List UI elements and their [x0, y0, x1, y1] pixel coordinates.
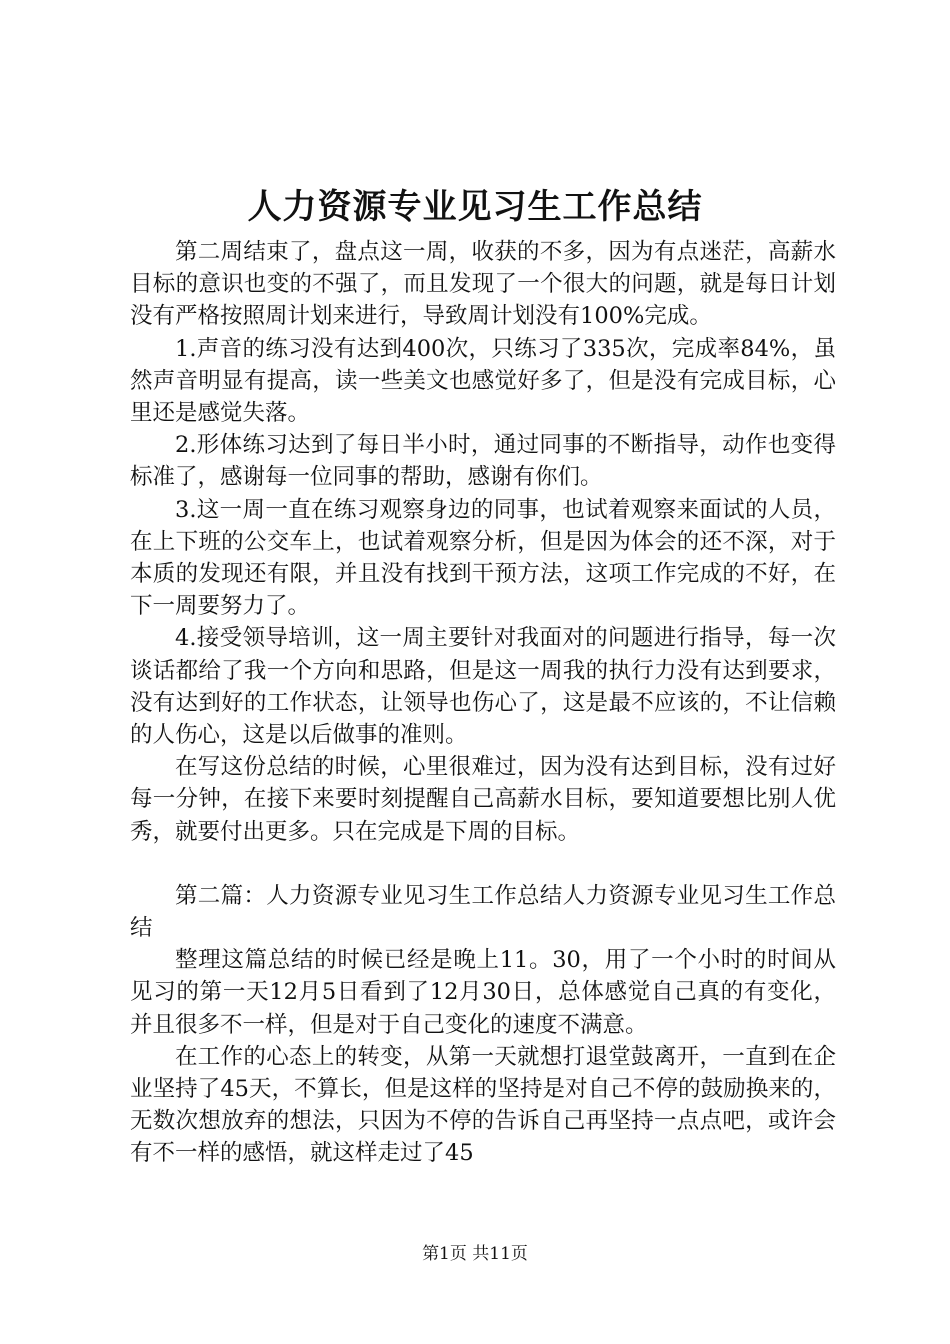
page-indicator: 第1页 共11页 [422, 1244, 528, 1264]
section-heading: 第二篇：人力资源专业见习生工作总结人力资源专业见习生工作总结 [130, 882, 836, 942]
document-body [130, 236, 836, 1170]
paragraph: 整理这篇总结的时候已经是晚上11。30，用了一个小时的时间从见习的第一天12月5日看到了12月30日，总体感觉自己真的有变化，并且很多不一样，但是对于自己变化的速度不满意。 [130, 947, 836, 1038]
paragraph: 在工作的心态上的转变，从第一天就想打退堂鼓离开，一直到在企业坚持了45天，不算长，但是这样的坚持是对自己不停的鼓励换来的，无数次想放弃的想法，只因为不停的告诉自己再坚持一点点吧，或许会有不一样的感悟，就这样走过了45 [130, 1043, 836, 1167]
paragraph: 第二周结束了，盘点这一周，收获的不多，因为有点迷茫，高薪水目标的意识也变的不强了，而且发现了一个很大的问题，就是每日计划没有严格按照周计划来进行，导致周计划没有100%完成。 [130, 239, 836, 330]
document-title: 人力资源专业见习生工作总结 [247, 187, 703, 227]
paragraph: 1.声音的练习没有达到400次，只练习了335次，完成率84%，虽然声音明显有提高，读一些美文也感觉好多了，但是没有完成目标，心里还是感觉失落。 [130, 335, 836, 427]
paragraph: 在写这份总结的时候，心里很难过，因为没有达到目标，没有过好每一分钟，在接下来要时刻提醒自己高薪水目标，要知道要想比别人优秀，就要付出更多。只在完成是下周的目标。 [130, 754, 836, 845]
paragraph: 4.接受领导培训，这一周主要针对我面对的问题进行指导，每一次谈话都给了我一个方向和思路，但是这一周我的执行力没有达到要求，没有达到好的工作状态，让领导也伤心了，这是最不应该的，不让信赖的人伤心，这是以后做事的准则。 [130, 625, 836, 749]
paragraph: 2.形体练习达到了每日半小时，通过同事的不断指导，动作也变得标准了，感谢每一位同事的帮助，感谢有你们。 [130, 432, 836, 491]
paragraph: 3.这一周一直在练习观察身边的同事，也试着观察来面试的人员，在上下班的公交车上，也试着观察分析，但是因为体会的还不深，对于本质的发现还有限，并且没有找到干预方法，这项工作完成的不好，在下一周要努力了。 [130, 496, 836, 620]
section-spacer [130, 848, 836, 880]
